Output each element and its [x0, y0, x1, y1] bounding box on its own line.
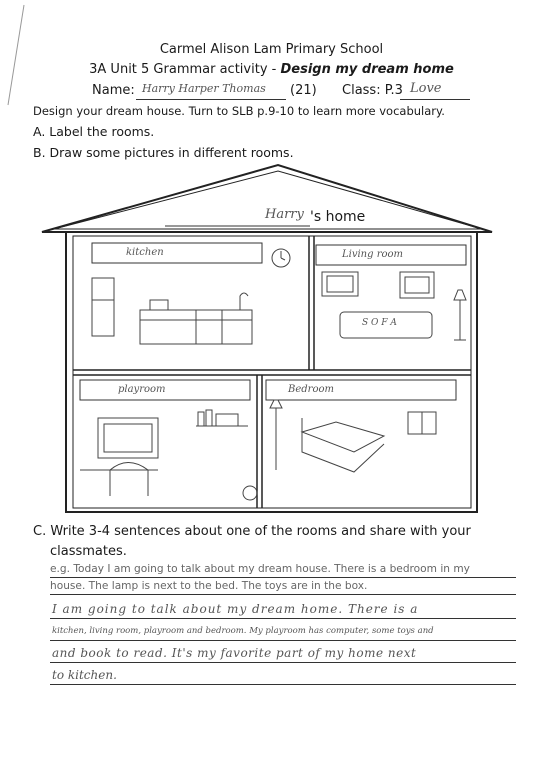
- answer-underline-3: [50, 662, 516, 663]
- answer-line-2: kitchen, living room, playroom and bedroom. My playroom has computer, some toys and: [52, 626, 434, 636]
- answer-line-1: I am going to talk about my dream home. There is a: [52, 602, 419, 616]
- unit-prefix: 3A Unit 5 Grammar activity -: [89, 62, 281, 77]
- name-label: Name:: [92, 83, 135, 98]
- student-number: (21): [290, 83, 317, 98]
- example-line-2: house. The lamp is next to the bed. The toys are in the box.: [50, 580, 368, 592]
- room-label-playroom: playroom: [118, 384, 166, 395]
- answer-line-3: and book to read. It's my favorite part of my home next: [52, 646, 417, 660]
- answer-line-4: to kitchen.: [52, 668, 117, 682]
- room-label-bedroom: Bedroom: [288, 384, 334, 395]
- answer-underline-2: [50, 640, 516, 641]
- home-owner: Harry: [265, 207, 304, 222]
- playroom-drawings: [80, 410, 257, 500]
- example-line-1: e.g. Today I am going to talk about my dream house. There is a bedroom in my: [50, 563, 470, 575]
- bedroom-drawings: [270, 400, 436, 472]
- intro-instruction: Design your dream house. Turn to SLB p.9-10 to learn more vocabulary.: [33, 104, 445, 118]
- class-value: Love: [410, 81, 442, 96]
- school-name: Carmel Alison Lam Primary School: [159, 42, 384, 57]
- example-underline-2: [50, 594, 516, 595]
- answer-underline-4: [50, 684, 516, 685]
- section-c-prompt-line1: C. Write 3-4 sentences about one of the rooms and share with your: [33, 524, 471, 539]
- instruction-b: B. Draw some pictures in different rooms.: [33, 145, 294, 160]
- room-label-kitchen: kitchen: [126, 247, 164, 258]
- section-c-prompt-line2: classmates.: [50, 544, 127, 559]
- sofa-label: S O F A: [362, 318, 397, 328]
- answer-underline-1: [50, 618, 516, 619]
- name-value: Harry Harper Thomas: [142, 82, 266, 95]
- home-suffix: 's home: [310, 209, 366, 225]
- living-room-drawings: [322, 272, 466, 340]
- instruction-a: A. Label the rooms.: [33, 124, 155, 139]
- unit-emphasis: Design my dream home: [280, 62, 454, 77]
- example-underline-1: [50, 577, 516, 578]
- room-label-living-room: Living room: [342, 249, 404, 260]
- class-label: Class: P.3: [342, 83, 403, 98]
